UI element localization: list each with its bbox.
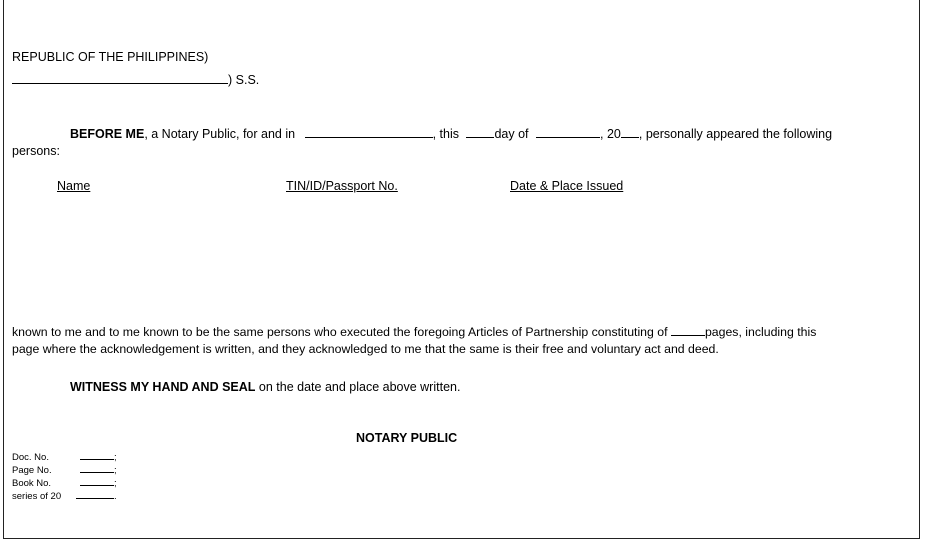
- doc-entry-blank[interactable]: [76, 490, 114, 499]
- doc-entry-row: [12, 490, 117, 503]
- ack-text-b: pages, including this: [704, 325, 817, 339]
- header-tin: TIN/ID/Passport No.: [286, 179, 398, 193]
- before-me-text3: day of: [494, 127, 529, 141]
- before-me-line: [70, 126, 832, 141]
- year-blank[interactable]: [621, 126, 639, 138]
- day-blank[interactable]: [466, 126, 494, 138]
- doc-entry-suffix: ;: [114, 465, 117, 476]
- witness-rest: on the date and place above written.: [255, 380, 461, 394]
- pages-blank[interactable]: [671, 324, 705, 336]
- doc-entry-label: Doc. No.: [12, 452, 49, 463]
- ack-line-1: [12, 324, 816, 339]
- venue-republic: REPUBLIC OF THE PHILIPPINES): [12, 50, 209, 64]
- before-me-text2: , this: [432, 127, 459, 141]
- doc-entry-row: [12, 451, 117, 464]
- doc-entry-label: series of 20: [12, 491, 62, 502]
- doc-entry-suffix: .: [114, 491, 117, 502]
- before-me-bold: BEFORE ME: [70, 127, 145, 141]
- doc-entry-blank[interactable]: [80, 451, 114, 460]
- witness-bold: WITNESS MY HAND AND SEAL: [70, 380, 256, 394]
- header-name: Name: [57, 179, 91, 193]
- venue-ss-line: [12, 72, 259, 87]
- witness-line: [70, 380, 460, 394]
- ack-text-a: known to me and to me known to be the same persons who executed the foregoing Articles of Partnership constituting of: [12, 325, 668, 339]
- doc-entry-label: Page No.: [12, 465, 52, 476]
- month-blank[interactable]: [536, 126, 600, 138]
- header-date-place: Date & Place Issued: [510, 179, 624, 193]
- before-me-text5: , personally appeared the following: [638, 127, 833, 141]
- before-me-text1: , a Notary Public, for and in: [144, 127, 296, 141]
- doc-entry-row: [12, 464, 117, 477]
- doc-entries: [12, 451, 117, 503]
- before-me-text4: , 20: [600, 127, 621, 141]
- place-blank[interactable]: [305, 126, 433, 138]
- doc-entry-blank[interactable]: [80, 464, 114, 473]
- doc-entry-suffix: ;: [114, 452, 117, 463]
- doc-entry-row: [12, 477, 117, 490]
- ack-line-2: page where the acknowledgement is written, and they acknowledged to me that the same is their free and voluntary act and deed.: [12, 342, 719, 356]
- notary-title: NOTARY PUBLIC: [356, 431, 458, 445]
- doc-entry-label: Book No.: [12, 478, 52, 489]
- before-me-persons: persons:: [12, 144, 60, 158]
- doc-entry-blank[interactable]: [80, 477, 114, 486]
- doc-entry-suffix: ;: [114, 478, 117, 489]
- venue-ss: ) S.S.: [228, 73, 260, 87]
- venue-blank[interactable]: [12, 72, 228, 84]
